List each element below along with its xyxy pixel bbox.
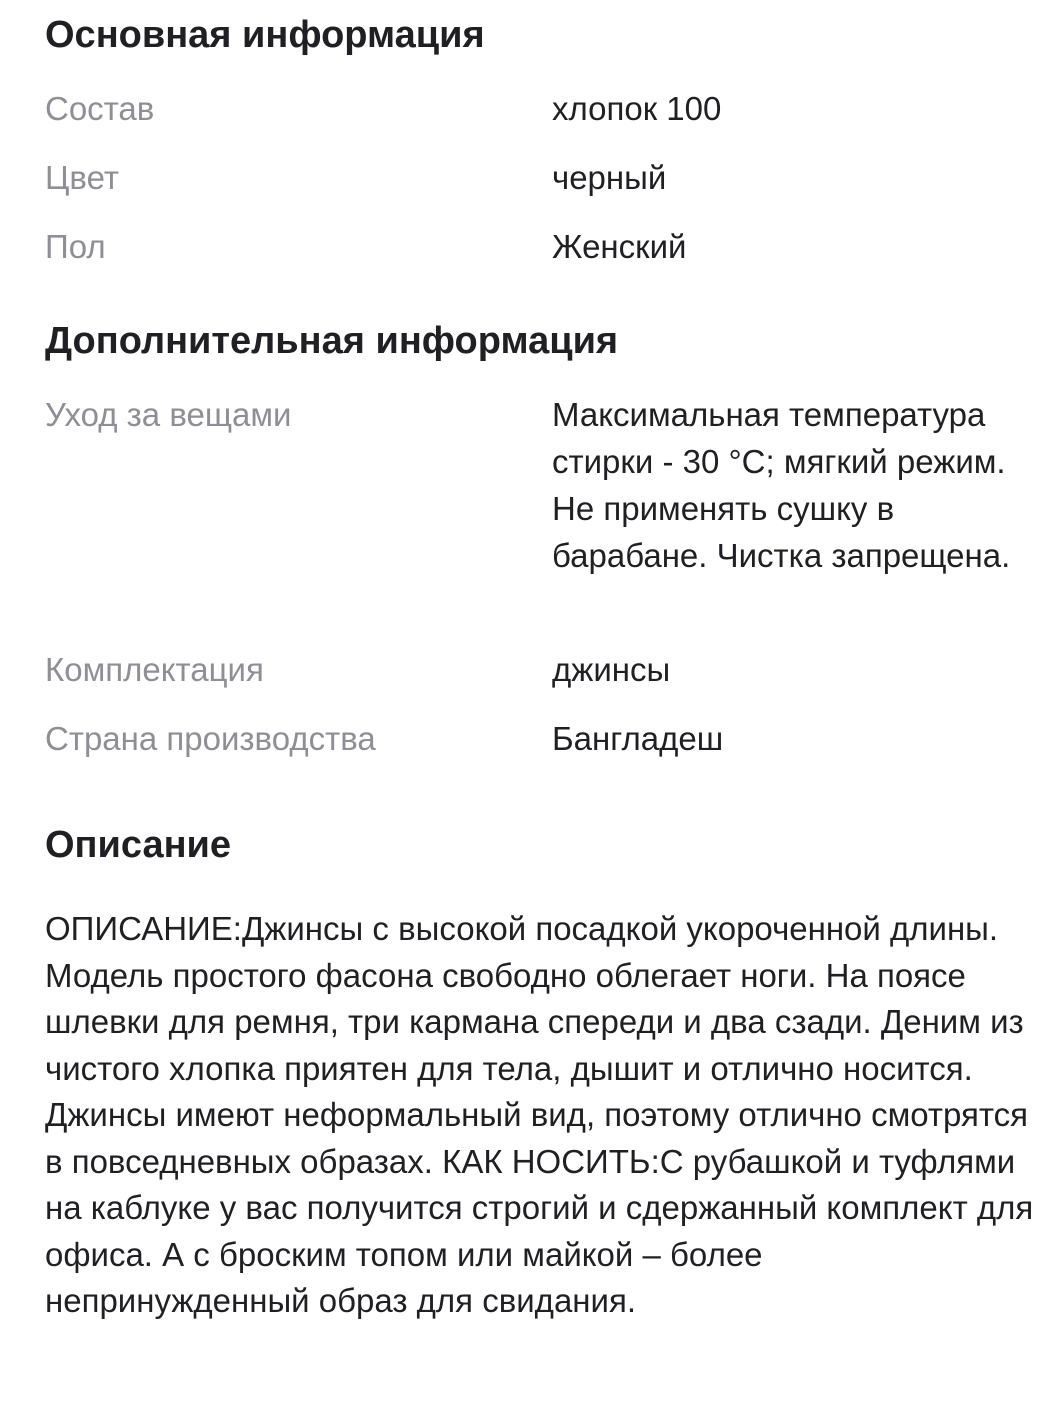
description-text: ОПИСАНИЕ:Джинсы с высокой посадкой укороченной длины. Модель простого фасона свободно облегает ноги. На поясе шлевки для ремня, три кармана спереди и два сзади. Деним из чистого хлопка приятен для тела, дышит и отлично носится. Джинсы имеют неформальный вид, поэтому отлично смотрятся в повседневных образах. КАК НОСИТЬ:С рубашкой и туфлями на каблуке у вас получится строгий и сдержанный комплект для офиса. А с броским топом или майкой – более непринужденный образ для свидания. [45,910,1034,1319]
spec-value: хлопок 100 [552,90,722,127]
spec-label: Цвет [45,159,119,196]
section-title-basic-info: Основная информация [45,14,485,56]
spec-label: Пол [45,228,106,265]
spec-label: Страна производства [45,720,376,757]
spec-value: Максимальная температура стирки - 30 °C; мягкий режим. Не применять сушку в барабане. Чистка запрещена. [552,396,1011,574]
spec-value: черный [552,159,667,196]
spec-label: Состав [45,90,155,127]
spec-value: Женский [552,228,687,265]
section-title-description: Описание [45,824,232,866]
spec-value: джинсы [552,651,671,688]
section-title-extra-info: Дополнительная информация [45,320,619,362]
spec-value: Бангладеш [552,720,724,757]
spec-label: Уход за вещами [45,396,292,433]
spec-label: Комплектация [45,651,264,688]
